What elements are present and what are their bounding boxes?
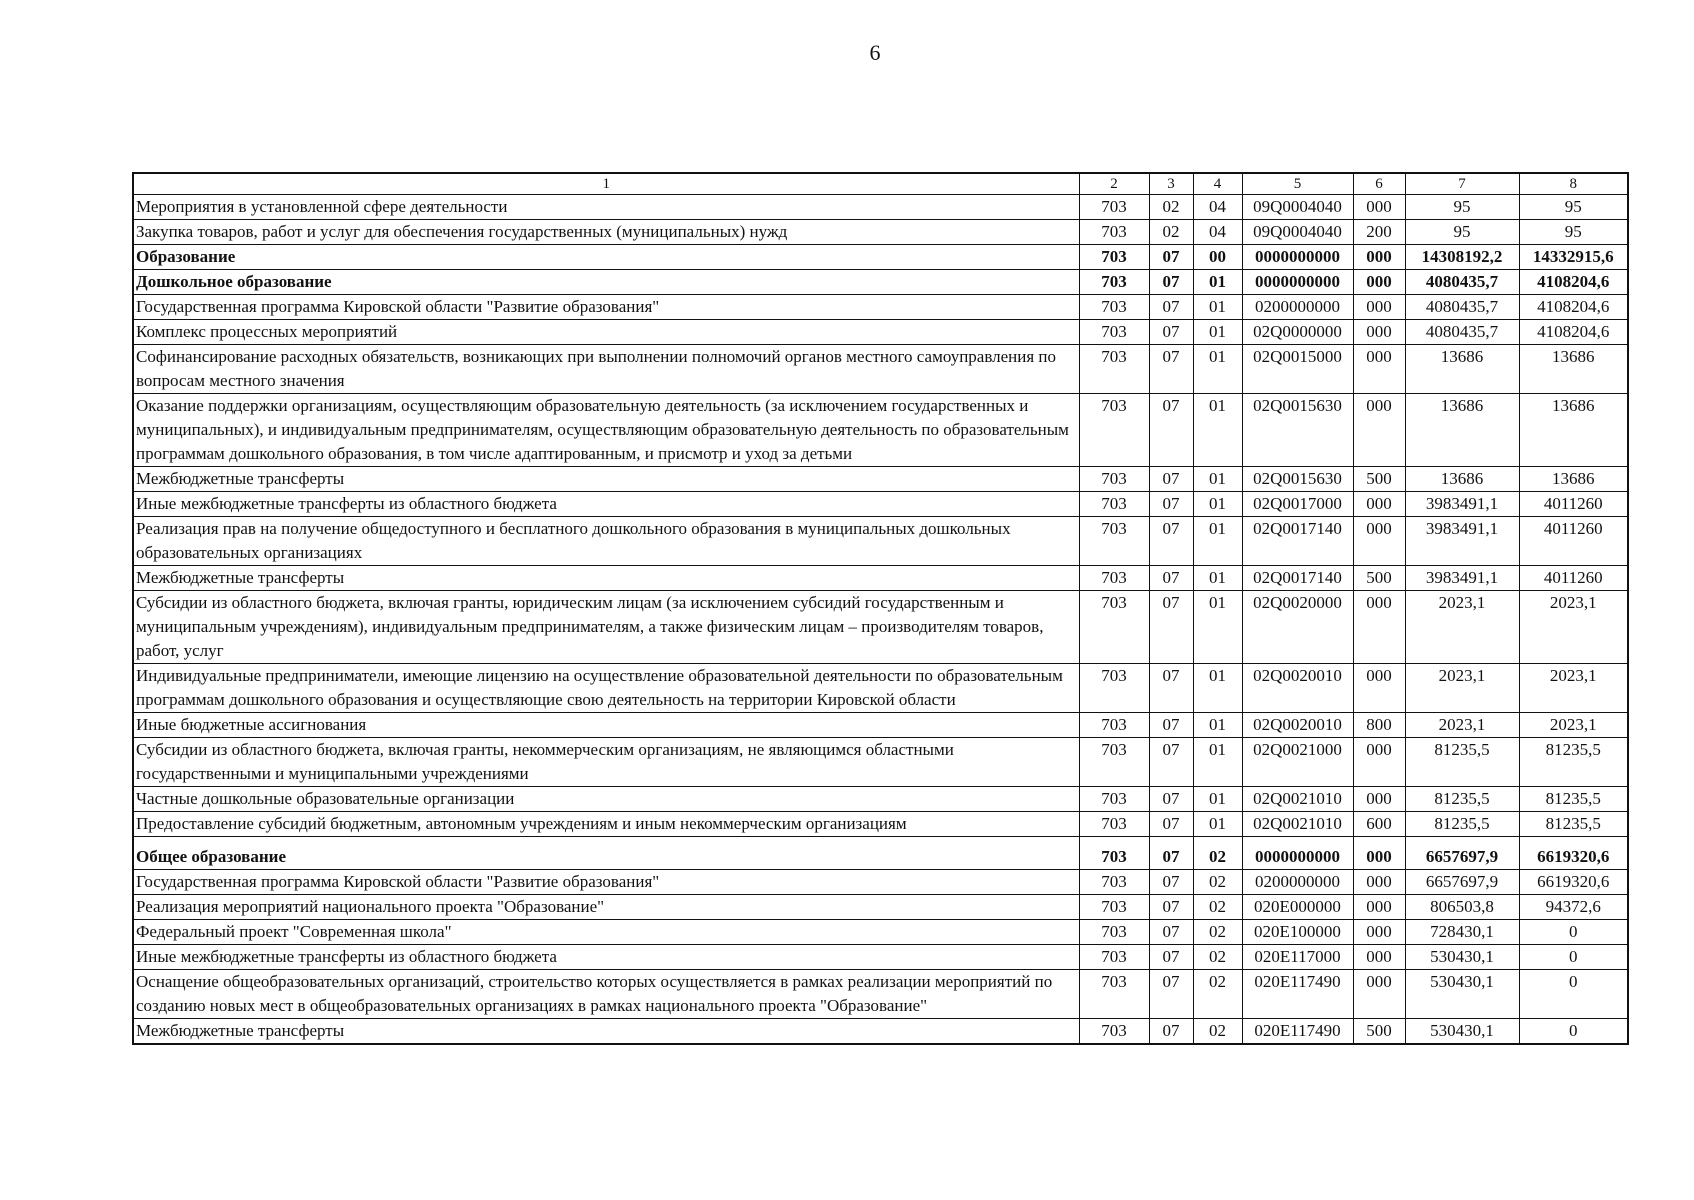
cell-ministry-code: 703 [1079,566,1149,591]
cell-subsection: 01 [1193,394,1242,467]
cell-subsection: 00 [1193,245,1242,270]
cell-subsection: 01 [1193,713,1242,738]
cell-ministry-code: 703 [1079,738,1149,787]
cell-target-article: 0000000000 [1242,837,1353,870]
cell-ministry-code: 703 [1079,945,1149,970]
cell-amount-year1: 81235,5 [1405,812,1519,837]
cell-expense-type: 000 [1353,345,1405,394]
table-row [133,920,1628,945]
cell-name: Комплекс процессных мероприятий [133,320,1079,345]
cell-amount-year2: 0 [1519,970,1628,1019]
cell-ministry-code: 703 [1079,713,1149,738]
cell-ministry-code: 703 [1079,787,1149,812]
cell-ministry-code: 703 [1079,270,1149,295]
cell-name: Иные бюджетные ассигнования [133,713,1079,738]
cell-name: Дошкольное образование [133,270,1079,295]
cell-section: 07 [1149,1019,1193,1045]
cell-target-article: 02Q0000000 [1242,320,1353,345]
cell-expense-type: 000 [1353,787,1405,812]
cell-amount-year1: 3983491,1 [1405,566,1519,591]
cell-target-article: 020E117490 [1242,970,1353,1019]
cell-amount-year1: 2023,1 [1405,664,1519,713]
cell-name: Предоставление субсидий бюджетным, автономным учреждениям и иным некоммерческим организациям [133,812,1079,837]
cell-name: Межбюджетные трансферты [133,467,1079,492]
cell-amount-year1: 530430,1 [1405,1019,1519,1045]
table-row [133,945,1628,970]
cell-target-article: 09Q0004040 [1242,195,1353,220]
table-row [133,895,1628,920]
cell-section: 07 [1149,664,1193,713]
cell-amount-year2: 94372,6 [1519,895,1628,920]
header-cell-6: 6 [1353,173,1405,195]
cell-name: Реализация мероприятий национального проекта "Образование" [133,895,1079,920]
cell-section: 07 [1149,566,1193,591]
cell-section: 07 [1149,870,1193,895]
cell-section: 07 [1149,270,1193,295]
cell-expense-type: 500 [1353,566,1405,591]
cell-target-article: 0000000000 [1242,245,1353,270]
cell-section: 02 [1149,195,1193,220]
cell-ministry-code: 703 [1079,920,1149,945]
cell-target-article: 02Q0020010 [1242,664,1353,713]
cell-section: 07 [1149,245,1193,270]
cell-subsection: 01 [1193,787,1242,812]
cell-amount-year1: 530430,1 [1405,945,1519,970]
cell-name: Общее образование [133,837,1079,870]
cell-target-article: 02Q0015000 [1242,345,1353,394]
cell-subsection: 01 [1193,738,1242,787]
cell-section: 07 [1149,787,1193,812]
cell-amount-year1: 2023,1 [1405,591,1519,664]
cell-expense-type: 000 [1353,517,1405,566]
cell-subsection: 01 [1193,517,1242,566]
cell-ministry-code: 703 [1079,467,1149,492]
cell-section: 07 [1149,345,1193,394]
cell-amount-year2: 4108204,6 [1519,295,1628,320]
table-row [133,870,1628,895]
cell-amount-year1: 13686 [1405,345,1519,394]
header-cell-8: 8 [1519,173,1628,195]
cell-ministry-code: 703 [1079,245,1149,270]
header-row [133,173,1628,195]
cell-expense-type: 000 [1353,394,1405,467]
cell-name: Межбюджетные трансферты [133,566,1079,591]
cell-expense-type: 000 [1353,920,1405,945]
table-row [133,394,1628,467]
cell-section: 07 [1149,320,1193,345]
cell-ministry-code: 703 [1079,195,1149,220]
cell-amount-year1: 3983491,1 [1405,492,1519,517]
cell-target-article: 020E000000 [1242,895,1353,920]
cell-section: 07 [1149,970,1193,1019]
cell-target-article: 020E117490 [1242,1019,1353,1045]
cell-ministry-code: 703 [1079,895,1149,920]
table-row [133,320,1628,345]
cell-subsection: 02 [1193,920,1242,945]
table-row [133,345,1628,394]
cell-expense-type: 000 [1353,591,1405,664]
cell-amount-year1: 95 [1405,195,1519,220]
cell-section: 07 [1149,517,1193,566]
table-row [133,220,1628,245]
cell-amount-year1: 4080435,7 [1405,295,1519,320]
cell-amount-year1: 13686 [1405,467,1519,492]
cell-expense-type: 600 [1353,812,1405,837]
cell-subsection: 01 [1193,345,1242,394]
cell-name: Мероприятия в установленной сфере деятельности [133,195,1079,220]
table-row [133,812,1628,837]
table-row [133,566,1628,591]
cell-section: 07 [1149,837,1193,870]
cell-amount-year2: 4011260 [1519,566,1628,591]
cell-amount-year2: 95 [1519,195,1628,220]
cell-amount-year2: 4108204,6 [1519,270,1628,295]
cell-section: 07 [1149,812,1193,837]
cell-target-article: 020E100000 [1242,920,1353,945]
table-row [133,245,1628,270]
cell-expense-type: 000 [1353,492,1405,517]
cell-expense-type: 000 [1353,870,1405,895]
cell-subsection: 01 [1193,467,1242,492]
cell-name: Федеральный проект "Современная школа" [133,920,1079,945]
cell-expense-type: 200 [1353,220,1405,245]
cell-expense-type: 000 [1353,945,1405,970]
cell-expense-type: 000 [1353,895,1405,920]
table-row [133,970,1628,1019]
cell-section: 07 [1149,591,1193,664]
table-row [133,713,1628,738]
cell-section: 07 [1149,738,1193,787]
cell-expense-type: 000 [1353,738,1405,787]
cell-target-article: 02Q0017140 [1242,517,1353,566]
cell-ministry-code: 703 [1079,220,1149,245]
table-row [133,195,1628,220]
header-cell-2: 2 [1079,173,1149,195]
cell-target-article: 02Q0015630 [1242,467,1353,492]
cell-subsection: 02 [1193,895,1242,920]
page-number: 6 [869,40,881,65]
cell-amount-year1: 6657697,9 [1405,870,1519,895]
cell-name: Иные межбюджетные трансферты из областного бюджета [133,492,1079,517]
cell-target-article: 02Q0021010 [1242,812,1353,837]
cell-ministry-code: 703 [1079,970,1149,1019]
cell-subsection: 02 [1193,1019,1242,1045]
cell-expense-type: 000 [1353,664,1405,713]
cell-amount-year1: 806503,8 [1405,895,1519,920]
cell-amount-year2: 2023,1 [1519,664,1628,713]
cell-ministry-code: 703 [1079,345,1149,394]
cell-ministry-code: 703 [1079,812,1149,837]
header-cell-4: 4 [1193,173,1242,195]
cell-amount-year2: 6619320,6 [1519,837,1628,870]
table-row [133,591,1628,664]
table-row [133,270,1628,295]
cell-name: Частные дошкольные образовательные организации [133,787,1079,812]
cell-expense-type: 000 [1353,295,1405,320]
cell-name: Субсидии из областного бюджета, включая гранты, юридическим лицам (за исключением субсидий государственным и муниципальным учреждениям), индивидуальным предпринимателям, а также физическим лицам – производителям товаров, работ, услуг [133,591,1079,664]
cell-subsection: 01 [1193,492,1242,517]
cell-target-article: 02Q0017000 [1242,492,1353,517]
cell-amount-year1: 4080435,7 [1405,270,1519,295]
cell-amount-year2: 0 [1519,920,1628,945]
cell-name: Государственная программа Кировской области "Развитие образования" [133,295,1079,320]
cell-subsection: 01 [1193,566,1242,591]
cell-expense-type: 500 [1353,467,1405,492]
cell-amount-year2: 81235,5 [1519,738,1628,787]
cell-amount-year1: 14308192,2 [1405,245,1519,270]
cell-section: 07 [1149,713,1193,738]
cell-ministry-code: 703 [1079,1019,1149,1045]
table-row [133,787,1628,812]
cell-expense-type: 000 [1353,837,1405,870]
cell-expense-type: 000 [1353,270,1405,295]
table-row [133,1019,1628,1045]
cell-amount-year2: 0 [1519,1019,1628,1045]
cell-section: 07 [1149,920,1193,945]
cell-name: Оказание поддержки организациям, осуществляющим образовательную деятельность (за исключением государственных и муниципальных), и индивидуальным предпринимателям, осуществляющим образовательную деятельность по образовательным программам дошкольного образования, в том числе адаптированным, и присмотр и уход за детьми [133,394,1079,467]
cell-target-article: 02Q0021000 [1242,738,1353,787]
cell-amount-year2: 14332915,6 [1519,245,1628,270]
cell-subsection: 01 [1193,295,1242,320]
cell-name: Реализация прав на получение общедоступного и бесплатного дошкольного образования в муниципальных дошкольных образовательных организациях [133,517,1079,566]
cell-amount-year2: 4108204,6 [1519,320,1628,345]
cell-target-article: 02Q0020010 [1242,713,1353,738]
cell-section: 07 [1149,467,1193,492]
cell-subsection: 01 [1193,664,1242,713]
cell-subsection: 04 [1193,220,1242,245]
cell-expense-type: 000 [1353,970,1405,1019]
table-row [133,837,1628,870]
cell-section: 07 [1149,492,1193,517]
cell-subsection: 02 [1193,837,1242,870]
cell-amount-year1: 4080435,7 [1405,320,1519,345]
cell-expense-type: 800 [1353,713,1405,738]
cell-ministry-code: 703 [1079,295,1149,320]
cell-ministry-code: 703 [1079,591,1149,664]
cell-section: 02 [1149,220,1193,245]
cell-target-article: 020E117000 [1242,945,1353,970]
cell-expense-type: 500 [1353,1019,1405,1045]
cell-amount-year2: 81235,5 [1519,812,1628,837]
cell-ministry-code: 703 [1079,517,1149,566]
cell-amount-year1: 95 [1405,220,1519,245]
table-row [133,295,1628,320]
header-cell-5: 5 [1242,173,1353,195]
cell-ministry-code: 703 [1079,320,1149,345]
cell-amount-year2: 13686 [1519,467,1628,492]
cell-amount-year1: 81235,5 [1405,738,1519,787]
cell-amount-year1: 530430,1 [1405,970,1519,1019]
cell-name: Образование [133,245,1079,270]
cell-name: Субсидии из областного бюджета, включая гранты, некоммерческим организациям, не являющимся областными государственными и муниципальными учреждениями [133,738,1079,787]
cell-section: 07 [1149,945,1193,970]
cell-amount-year2: 2023,1 [1519,713,1628,738]
header-cell-7: 7 [1405,173,1519,195]
table-row [133,738,1628,787]
cell-target-article: 02Q0015630 [1242,394,1353,467]
cell-expense-type: 000 [1353,320,1405,345]
cell-ministry-code: 703 [1079,664,1149,713]
cell-amount-year2: 81235,5 [1519,787,1628,812]
cell-amount-year1: 6657697,9 [1405,837,1519,870]
cell-amount-year2: 95 [1519,220,1628,245]
cell-subsection: 01 [1193,591,1242,664]
cell-section: 07 [1149,394,1193,467]
cell-subsection: 02 [1193,945,1242,970]
table-row [133,517,1628,566]
cell-amount-year2: 6619320,6 [1519,870,1628,895]
cell-subsection: 02 [1193,970,1242,1019]
cell-amount-year2: 13686 [1519,394,1628,467]
cell-expense-type: 000 [1353,195,1405,220]
cell-subsection: 01 [1193,270,1242,295]
cell-subsection: 01 [1193,320,1242,345]
cell-name: Софинансирование расходных обязательств, возникающих при выполнении полномочий органов местного самоуправления по вопросам местного значения [133,345,1079,394]
cell-name: Закупка товаров, работ и услуг для обеспечения государственных (муниципальных) нужд [133,220,1079,245]
cell-target-article: 02Q0017140 [1242,566,1353,591]
cell-subsection: 04 [1193,195,1242,220]
cell-section: 07 [1149,895,1193,920]
cell-name: Межбюджетные трансферты [133,1019,1079,1045]
cell-amount-year1: 13686 [1405,394,1519,467]
cell-name: Индивидуальные предприниматели, имеющие лицензию на осуществление образовательной деятельности по образовательным программам дошкольного образования и осуществляющие свою деятельность на территории Кировской области [133,664,1079,713]
cell-subsection: 02 [1193,870,1242,895]
cell-amount-year2: 4011260 [1519,492,1628,517]
table-row [133,664,1628,713]
cell-subsection: 01 [1193,812,1242,837]
cell-name: Оснащение общеобразовательных организаций, строительство которых осуществляется в рамках реализации мероприятий по созданию новых мест в общеобразовательных организациях в рамках национального проекта "Образование" [133,970,1079,1019]
header-cell-3: 3 [1149,173,1193,195]
table-body [133,195,1628,1045]
budget-table [132,172,1629,1045]
cell-ministry-code: 703 [1079,394,1149,467]
cell-amount-year2: 4011260 [1519,517,1628,566]
cell-ministry-code: 703 [1079,492,1149,517]
cell-section: 07 [1149,295,1193,320]
cell-expense-type: 000 [1353,245,1405,270]
cell-target-article: 0200000000 [1242,870,1353,895]
cell-target-article: 02Q0021010 [1242,787,1353,812]
cell-amount-year2: 0 [1519,945,1628,970]
table-row [133,492,1628,517]
cell-amount-year2: 13686 [1519,345,1628,394]
cell-ministry-code: 703 [1079,870,1149,895]
cell-ministry-code: 703 [1079,837,1149,870]
cell-amount-year1: 3983491,1 [1405,517,1519,566]
header-cell-1: 1 [133,173,1079,195]
cell-target-article: 0200000000 [1242,295,1353,320]
cell-target-article: 09Q0004040 [1242,220,1353,245]
cell-target-article: 02Q0020000 [1242,591,1353,664]
cell-amount-year1: 2023,1 [1405,713,1519,738]
cell-amount-year1: 81235,5 [1405,787,1519,812]
table-row [133,467,1628,492]
cell-amount-year1: 728430,1 [1405,920,1519,945]
cell-target-article: 0000000000 [1242,270,1353,295]
cell-name: Иные межбюджетные трансферты из областного бюджета [133,945,1079,970]
cell-name: Государственная программа Кировской области "Развитие образования" [133,870,1079,895]
cell-amount-year2: 2023,1 [1519,591,1628,664]
